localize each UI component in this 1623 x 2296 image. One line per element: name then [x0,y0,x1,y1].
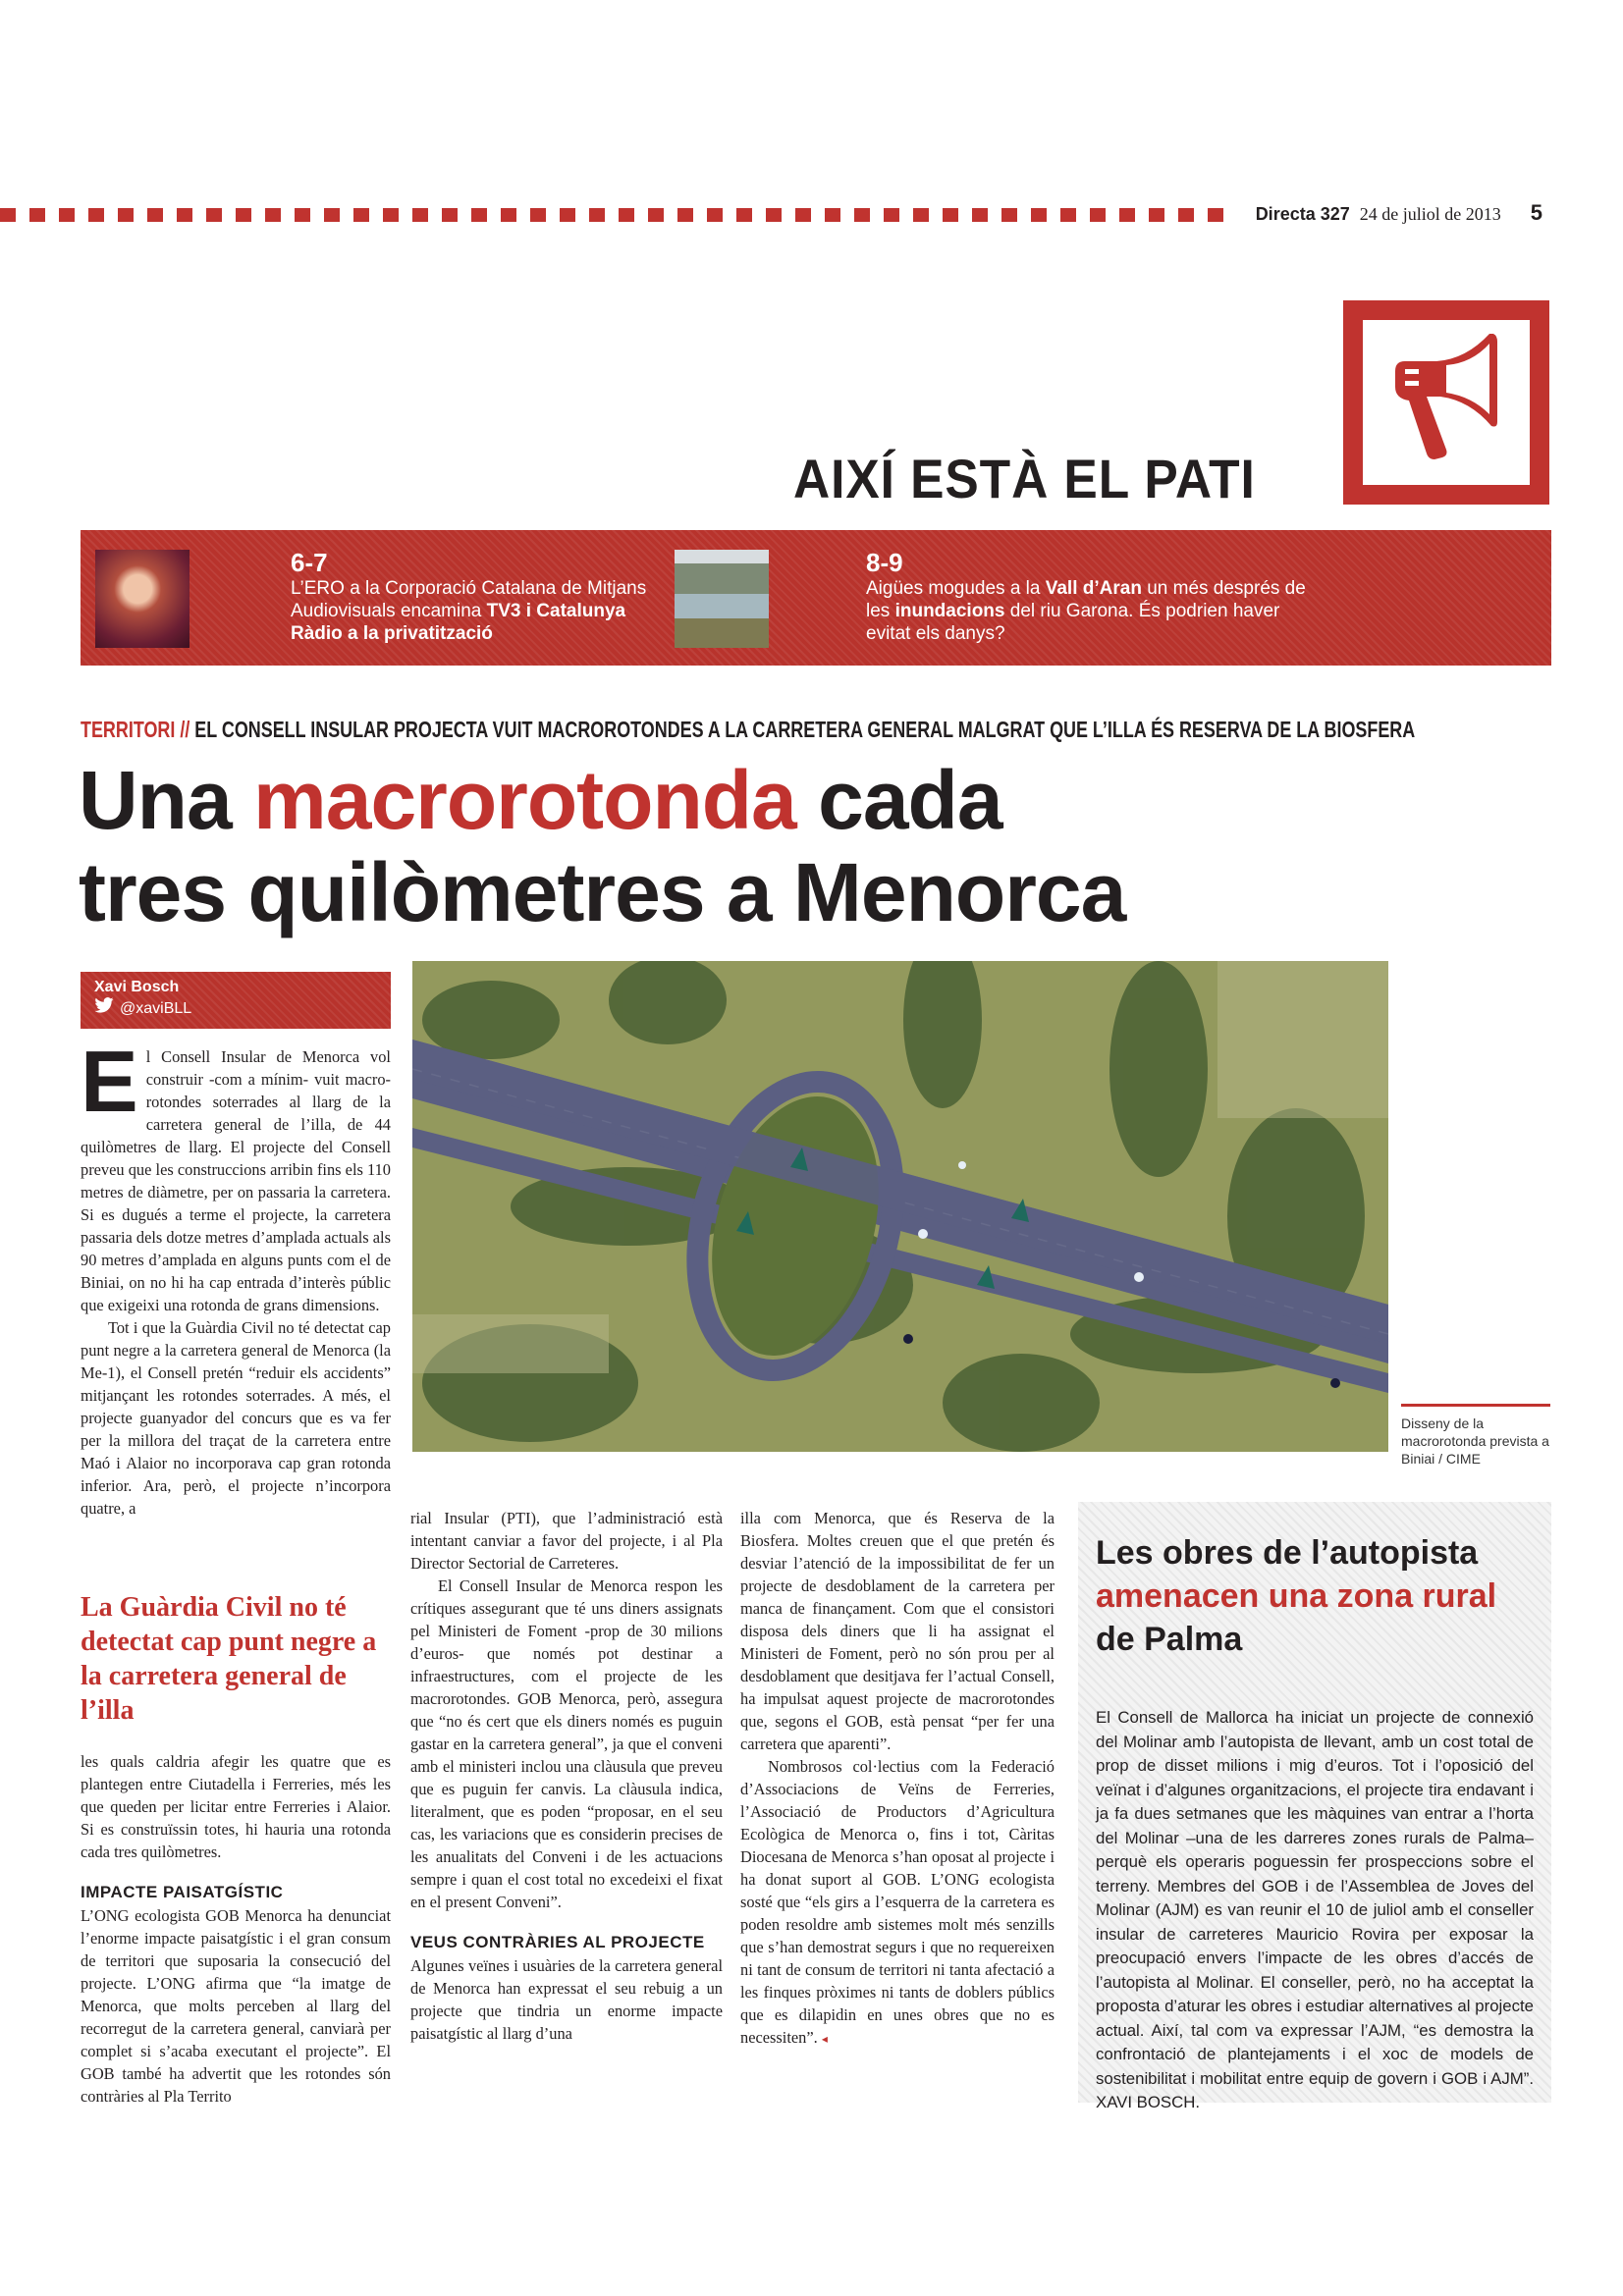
author-name: Xavi Bosch [94,979,180,995]
article-column-3 [740,1507,1055,2051]
article-paragraph: Tot i que la Guàrdia Civil no té detectat cap punt negre a la carretera general de Menorca (la Me-1), el Consell pretén “reduir els accidents” mitjançant les rotondes soterrades. A més, el projecte guanyador del concurs que es va fer per la millora del traçat de la carretera entre Maó i Alaior no incorporava cap gran rotonda inferior. Ara, però, el projecte n’incorpora quatre, a [81,1318,391,1518]
issue-date: 24 de juliol de 2013 [1359,204,1501,224]
promo-description: Aigües mogudes a la Vall d’Aran un més després de les inundacions del riu Garona. És podrien haver evitat els danys? [866,578,1306,644]
article-headline: Una macrorotonda cada tres quilòmetres a Menorca [79,754,1126,938]
article-paragraph: El Consell Insular de Menorca respon les crítiques assegurant que té uns diners assignats pel Ministeri de Foment -prop de 30 milions d’euros- que només pot destinar a infraestructures, com el projecte de les macrorotondes. GOB Menorca, però, assegura que “no és cert que els diners només es puguin gastar en la carretera general”, ja que el conveni amb el ministeri inclou una clàusula que preveu que es puguin fer canvis. La clàusula indica, literalment, que es poden “proposar, en el seu cas, les variacions que es considerin precises de les anualitats del Conveni i de les actuacions sempre i quan el cost total no excedeixi el fixat en el present Conveni”. [410,1576,723,1911]
sidebar-headline-highlight: amenacen una zona rural [1096,1577,1497,1615]
publication-name: Directa 327 [1255,204,1350,224]
sidebar-story [1078,1502,1551,2111]
drop-cap: E [81,1033,138,1130]
section-icon-box [1343,300,1549,505]
promo-pages: 6-7 [291,548,328,577]
kicker-text: EL CONSELL INSULAR PROJECTA VUIT MACROROTONDES A LA CARRETERA GENERAL MALGRAT QUE L’ILLA ÉS RESERVA DE LA BIOSFERA [189,717,1416,742]
article-column-1-top [81,1033,391,1520]
photo-caption: Disseny de la macrorotonda prevista a Biniai / CIME [1401,1404,1550,1468]
promo-band [81,530,1551,666]
subhead-impacte: IMPACTE PAISATGÍSTIC [81,1883,284,1901]
promo-pages: 8-9 [866,548,903,577]
article-photo-roundabout[interactable] [412,961,1388,1452]
article-paragraph: rial Insular (PTI), que l’administració està intentant canviar a favor del projecte, i al Pla Director Sectorial de Carreteres. [410,1509,723,1573]
twitter-bird-icon [94,997,114,1020]
dashed-top-rule [0,208,1227,222]
article-paragraph: Nombrosos col·lectius com la Federació d’Associacions de Veïns de Ferreries, l’Associació de Productors d’Agricultura Ecològica de Menorca o, fins i tot, Càritas Diocesana de Menorca s’han oposat al projecte i ha donat suport al GOB. L’ONG ecologista sosté que “els girs a l’esquerra de la carretera es poden resoldre amb sistemes molt més senzills que s’han demostrat segurs i que no requereixen ni tant de consum de territori ni tanta afectació a les finques pròximes ni tants de doblers públics que es dilapidin en unes obres que no es necessiten”. ◂ [740,1757,1055,2047]
promo-thumbnail-lake[interactable] [675,550,769,648]
page-folio [1256,200,1542,226]
article-kicker [81,717,1415,743]
article-paragraph: illa com Menorca, que és Reserva de la Biosfera. Moltes creuen que el que pretén és desviar l’atenció de la impossibilitat de fer un projecte de desdoblament de la carretera per manca de finançament. Com que el consistori disposa dels diners que li ha assignat el Ministeri de Foment, però no són prou per al desdoblament que desitjava fer l’actual Consell, ha impulsat aquest projecte de macrorotondes que, segons el GOB, està pensat “per fer una carretera que aparenti”. [740,1509,1055,1753]
article-paragraph: Algunes veïnes i usuàries de la carretera general de Menorca han expressat el seu rebuig a un projecte que tindria un enorme impacte paisatgístic al llarg d’una [410,1956,723,2043]
section-title: AIXÍ ESTÀ EL PATI [793,448,1256,509]
end-of-article-icon: ◂ [821,2032,828,2046]
page-number: 5 [1530,200,1542,225]
article-column-2 [410,1507,723,2045]
sidebar-headline: Les obres de l’autopista amenacen una zona rural de Palma [1096,1534,1497,1658]
megaphone-icon [1387,332,1505,474]
article-paragraph: El Consell Insular de Menorca vol construir -com a mínim- vuit macrorotondes soterrades al llarg de la carretera general de l’illa, de 44 quilòmetres de llarg. El projecte del Consell preveu que les construccions arribin fins els 110 metres de diàmetre, per on passaria la carretera. Si es dugués a terme el projecte, la carretera passaria dels dotze metres d’amplada actuals als 90 metres d’amplada en alguns punts com el de Biniai, on no hi ha cap entrada d’interès públic que exigeixi una rotonda de grans dimensions. [81,1033,391,1314]
promo-item-8-9[interactable] [866,548,1318,645]
author-twitter[interactable] [94,997,377,1020]
article-column-1-bottom [81,1750,391,2108]
subhead-veus-contraries: VEUS CONTRÀRIES AL PROJECTE [410,1933,705,1951]
twitter-handle: @xaviBLL [120,999,192,1017]
promo-description: L’ERO a la Corporació Catalana de Mitjans Audiovisuals encamina TV3 i Catalunya Ràdio a la privatització [291,578,647,644]
article-paragraph: les quals caldria afegir les quatre que es plantegen entre Ciutadella i Ferreries, més les que queden per licitar entre Ferreries i Alaior. Si es construïssin totes, hi hauria una rotonda cada tres quilòmetres. [81,1752,391,1861]
promo-item-6-7[interactable] [291,548,654,645]
sidebar-body-text: El Consell de Mallorca ha iniciat un projecte de connexió del Molinar amb l’autopista de llevant, amb un cost total de prop de disset milions i mig d’euros. Tot i l’oposició del veïnat i d’algunes organitzacions, el projecte tira endavant i ja fa dues setmanes que les màquines van entrar a l’horta del Molinar –una de les darreres zones rurals de Palma– perquè els operaris poguessin fer prospeccions sobre el terreny. Membres del GOB i de l’Assemblea de Joves del Molinar (AJM) es van reunir el 10 de juliol amb el conseller insular de carreteres Mauricio Rovira per exposar la preocupació envers l’impacte de les obres d’accés de l’autopista al Molinar. El conseller, però, no ha acceptat la proposta d’aturar les obres i estudiar alternatives al projecte actual. Així, tal com va expressar l’AJM, “es demostra la confrontació de plantejaments i el xoc de models de sostenibilitat i mobilitat entre equip de govern i GOB i AJM”. XAVI BOSCH. [1096,1708,1534,2111]
kicker-section: TERRITORI // [81,717,190,742]
pull-quote: La Guàrdia Civil no té detectat cap punt negre a la carretera general de l’illa [81,1592,377,1726]
article-paragraph: L’ONG ecologista GOB Menorca ha denunciat l’enorme impacte paisatgístic i el gran consum de territori que suposaria la consecució del projecte. L’ONG afirma que “la imatge de Menorca, que molts perceben al llarg del recorregut de la carretera general, canviarà per complet si s’acaba executant el projecte”. El GOB també ha advertit que les rotondes són contràries al Pla Territo [81,1906,391,2106]
headline-highlight: macrorotonda [253,754,796,846]
aerial-roundabout-render [412,961,1388,1452]
byline [81,972,391,1029]
promo-thumbnail-protester[interactable] [95,550,189,648]
